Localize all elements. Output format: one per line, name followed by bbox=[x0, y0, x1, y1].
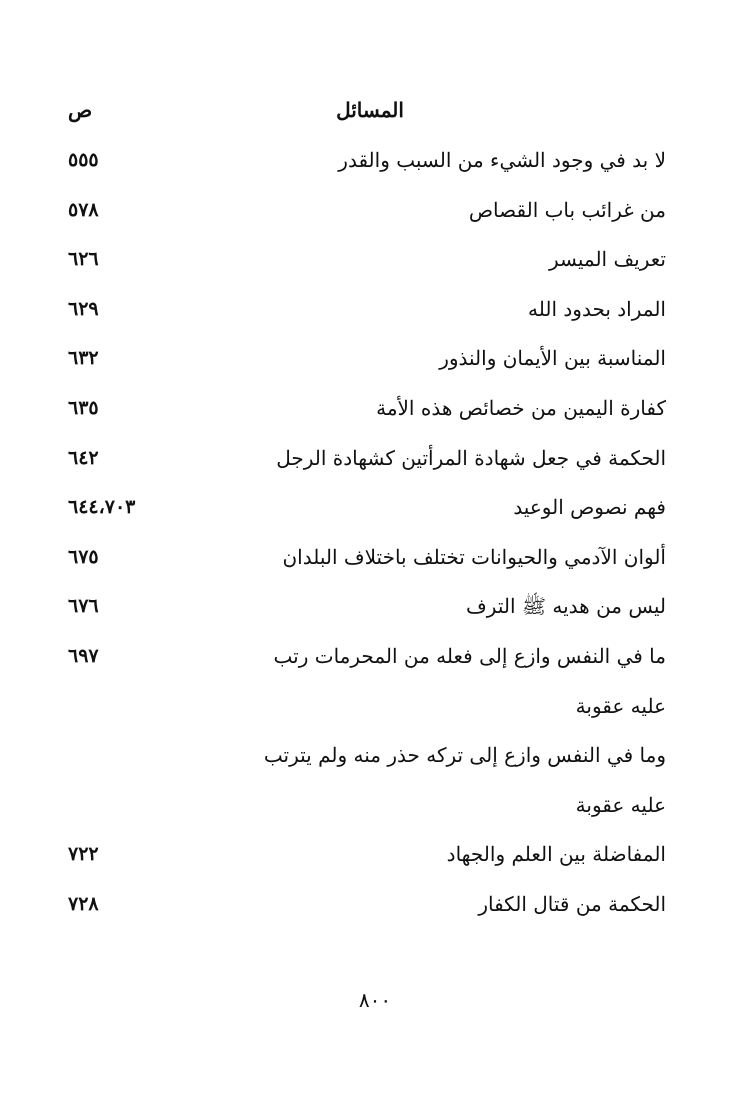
entry-page-number: ٥٧٨ bbox=[68, 198, 99, 221]
entry-page-number: ٦٩٧ bbox=[68, 644, 99, 667]
entry-topic: ما في النفس وازع إلى فعله من المحرمات رتب bbox=[273, 643, 666, 668]
table-header bbox=[60, 92, 680, 128]
index-entry bbox=[60, 584, 680, 634]
entry-page-number: ٦٣٢ bbox=[68, 347, 99, 370]
entry-topic: الحكمة في جعل شهادة المرأتين كشهادة الرجل bbox=[276, 445, 666, 470]
entry-page-number: ٦٤٢ bbox=[68, 446, 99, 469]
index-entry bbox=[60, 733, 680, 783]
topics-column-header: المسائل bbox=[336, 98, 404, 122]
entry-page-number: ٦٧٦ bbox=[68, 595, 99, 618]
entry-topic: المناسبة بين الأيمان والنذور bbox=[439, 346, 666, 371]
index-entry bbox=[60, 237, 680, 287]
entry-topic: فهم نصوص الوعيد bbox=[513, 495, 666, 520]
entry-page-number: ٧٢٨ bbox=[68, 892, 99, 915]
entry-topic: كفارة اليمين من خصائص هذه الأمة bbox=[376, 395, 666, 420]
index-entry bbox=[60, 485, 680, 535]
entry-topic: تعريف الميسر bbox=[548, 247, 666, 272]
index-entry bbox=[60, 436, 680, 486]
entry-topic: من غرائب باب القصاص bbox=[468, 197, 666, 222]
index-entry bbox=[60, 336, 680, 386]
page-number-footer: ٨٠٠ bbox=[358, 988, 392, 1012]
entry-page-number: ٦٧٥ bbox=[68, 545, 99, 568]
page-column-header: ص bbox=[68, 98, 93, 122]
index-entry-continuation bbox=[60, 783, 680, 833]
index-entry bbox=[60, 882, 680, 932]
index-entry-continuation bbox=[60, 684, 680, 734]
index-entry bbox=[60, 138, 680, 188]
entry-topic: المفاضلة بين العلم والجهاد bbox=[446, 842, 666, 867]
entry-topic: الحكمة من قتال الكفار bbox=[478, 891, 666, 916]
entry-page-number: ٦٤٤،٧٠٣ bbox=[68, 496, 136, 519]
index-entry bbox=[60, 832, 680, 882]
index-entry bbox=[60, 287, 680, 337]
index-entry bbox=[60, 188, 680, 238]
index-entry bbox=[60, 634, 680, 684]
index-entry bbox=[60, 535, 680, 585]
entry-topic: عليه عقوبة bbox=[575, 792, 666, 817]
entry-page-number: ٦٣٥ bbox=[68, 396, 99, 419]
entry-topic: ألوان الآدمي والحيوانات تختلف باختلاف البلدان bbox=[282, 544, 666, 569]
entry-topic: المراد بحدود الله bbox=[528, 296, 666, 321]
entry-topic: وما في النفس وازع إلى تركه حذر منه ولم يترتب bbox=[263, 743, 666, 768]
entry-page-number: ٦٢٦ bbox=[68, 248, 99, 271]
entry-topic: ليس من هديه ﷺ الترف bbox=[466, 594, 666, 619]
entry-page-number: ٧٢٢ bbox=[68, 843, 99, 866]
entry-topic: عليه عقوبة bbox=[575, 693, 666, 718]
index-entry bbox=[60, 386, 680, 436]
index-entries bbox=[60, 138, 680, 932]
entry-page-number: ٦٢٩ bbox=[68, 297, 99, 320]
entry-page-number: ٥٥٥ bbox=[68, 149, 99, 171]
entry-topic: لا بد في وجود الشيء من السبب والقدر bbox=[338, 148, 666, 172]
